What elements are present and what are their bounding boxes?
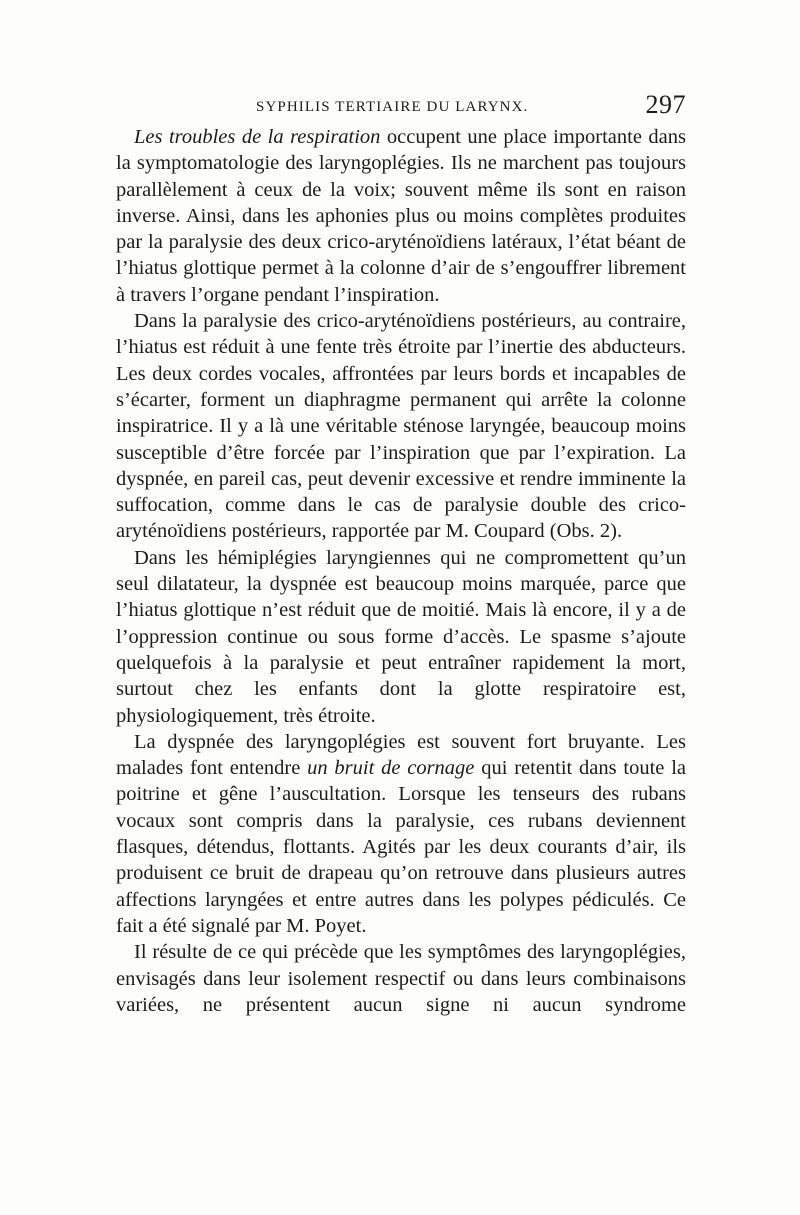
paragraph-posterior-paralysis: Dans la paralysie des crico-aryténoïdiens postérieurs, au contraire, l’hiatus est réduit à une fente très étroite par l’inertie des abducteurs. Les deux cordes vocales, affrontées par leurs bords et incapables de s’écarter, forment un diaphragme permanent qui arrête la colonne inspiratrice. Il y a là une véritable sténose laryngée, beaucoup moins susceptible d’être forcée par l’inspiration que par l’expiration. La dyspnée, en pareil cas, peut devenir excessive et rendre imminente la suffocation, comme dans le cas de paralysie double des crico-aryténoïdiens postérieurs, rapportée par M. Coupard (Obs. 2). bbox=[116, 310, 686, 543]
body-text bbox=[116, 124, 686, 1018]
paragraph-hemiplegia: Dans les hémiplégies laryngiennes qui ne compromettent qu’un seul dilatateur, la dyspnée est beaucoup moins marquée, parce que l’hiatus glottique n’est réduit que de moitié. Mais là encore, il y a de l’oppression continue ou sous forme d’accès. Le spasme s’ajoute quelquefois à la paralysie et peut entraîner rapidement la mort, surtout chez les enfants dont la glotte respiratoire est, physiologiquement, très étroite. bbox=[116, 546, 686, 727]
italic-lead-phrase: Les troubles de la respiration bbox=[134, 126, 381, 148]
page-number: 297 bbox=[645, 90, 686, 119]
running-title: SYPHILIS TERTIAIRE DU LARYNX. bbox=[256, 99, 529, 115]
italic-phrase-cornage: un bruit de cornage bbox=[307, 757, 475, 780]
paragraph-dyspnea-noise bbox=[116, 729, 686, 939]
paragraph-text-before: La dyspnée des laryngoplégies est souvent fort bruyante. Les malades font entendre bbox=[116, 730, 686, 780]
running-header bbox=[118, 92, 686, 122]
paragraph-respiration-troubles bbox=[116, 124, 686, 308]
paragraph-conclusion: Il résulte de ce qui précède que les symptômes des laryngoplégies, envisagés dans leur isolement respectif ou dans leurs combinaisons variées, ne présentent aucun signe ni aucun syndrome bbox=[116, 941, 686, 1016]
paragraph-text: occupent une place importante dans la symptomatologie des laryngoplégies. Ils ne marchent pas toujours parallèlement à ceux de la voix; souvent même ils sont en raison inverse. Ainsi, dans les aphonies plus ou moins complètes produites par la paralysie des deux crico-aryténoïdiens latéraux, l’état béant de l’hiatus glottique permet à la colonne d’air de s’engouffrer librement à travers l’organe pendant l’inspiration. bbox=[116, 126, 686, 306]
paragraph-text-after: qui retentit dans toute la poitrine et gêne l’auscultation. Lorsque les tenseurs des rubans vocaux sont compris dans la paralysie, ces rubans deviennent flasques, détendus, flottants. Agités par les deux courants d’air, ils produisent ce bruit de drapeau qu’on retrouve dans plusieurs autres affections laryngées et entre autres dans les polypes pédiculés. Ce fait a été signalé par M. Poyet. bbox=[116, 757, 686, 937]
